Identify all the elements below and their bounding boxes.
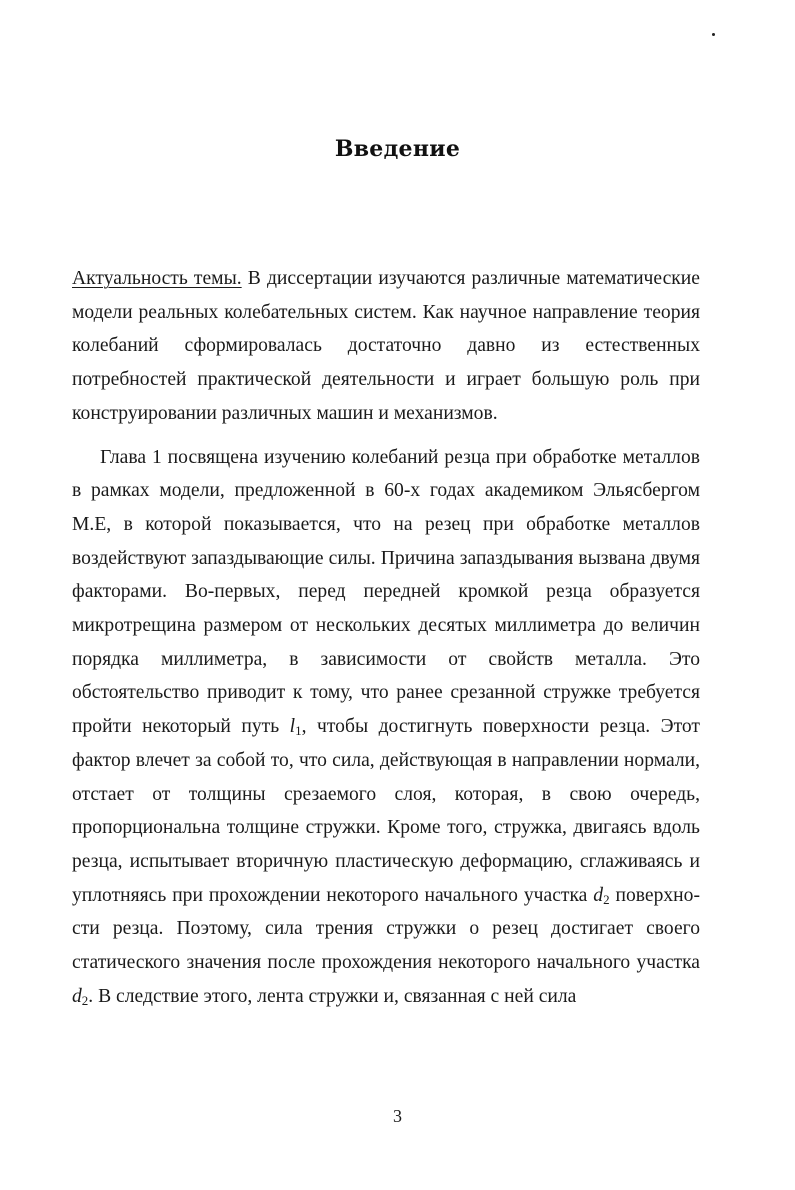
math-subscript: 1 [295,723,302,739]
math-d2 [593,885,609,906]
body-text [72,262,700,1013]
math-var: d [593,884,604,906]
math-subscript: 2 [603,891,610,907]
section-heading: Введение [334,136,461,162]
math-d2 [72,986,88,1007]
paragraph-relevance [72,262,700,431]
relevance-label: Актуальность темы. [72,268,242,289]
math-subscript: 2 [81,992,89,1008]
text-run: . В следствие этого, лента стружки и, связанная с ней сила [88,985,577,1007]
relevance-text: В диссертации изучаются различные математические модели реальных колебательных систем. Как научное направление теория колебаний сформировалась достаточно давно из естественных потребностей практической деятельности и играет большую роль при конструировании различных машин и механизмов. [72,268,700,424]
text-run: Глава 1 посвящена изучению колебаний резца при обработке металлов в рамках модели, предложенной в 60-х годах академиком Эльясбергом М.Е, в которой показывается, что на резец при обработке металлов воздействуют запаздывающие силы. Причина запаздывания вызвана двумя факторами. Во-первых, перед передней кромкой резца образуется микротрещина размером от нескольких десятых миллиметра до величин порядка миллиметра, в зависимости от свойств металла. Это обстоятельство приводит к тому, что ранее срезанной стружке требуется пройти некоторый путь [72,446,700,738]
page-number: 3 [393,1106,402,1126]
math-l1 [290,716,302,737]
math-var: l [289,716,296,738]
paragraph-chapter-1 [72,441,700,1014]
scan-dot [712,33,715,36]
math-var: d [72,985,82,1007]
text-run: поверхности резца. Поэтому, сила трения стружки о резец достигает своего статического значения после прохождения некоторого начального участка [72,884,700,974]
text-run: , чтобы достигнуть поверхности резца. Этот фактор влечет за собой то, что сила, действующая в направлении нормали, отстает от толщины срезаемого слоя, которая, в свою очередь, пропорциональна толщине стружки. Кроме того, стружка, двигаясь вдоль резца, испытывает вторичную пластическую деформацию, сглаживаясь и уплотняясь при прохождении некоторого начального участка [72,716,700,906]
